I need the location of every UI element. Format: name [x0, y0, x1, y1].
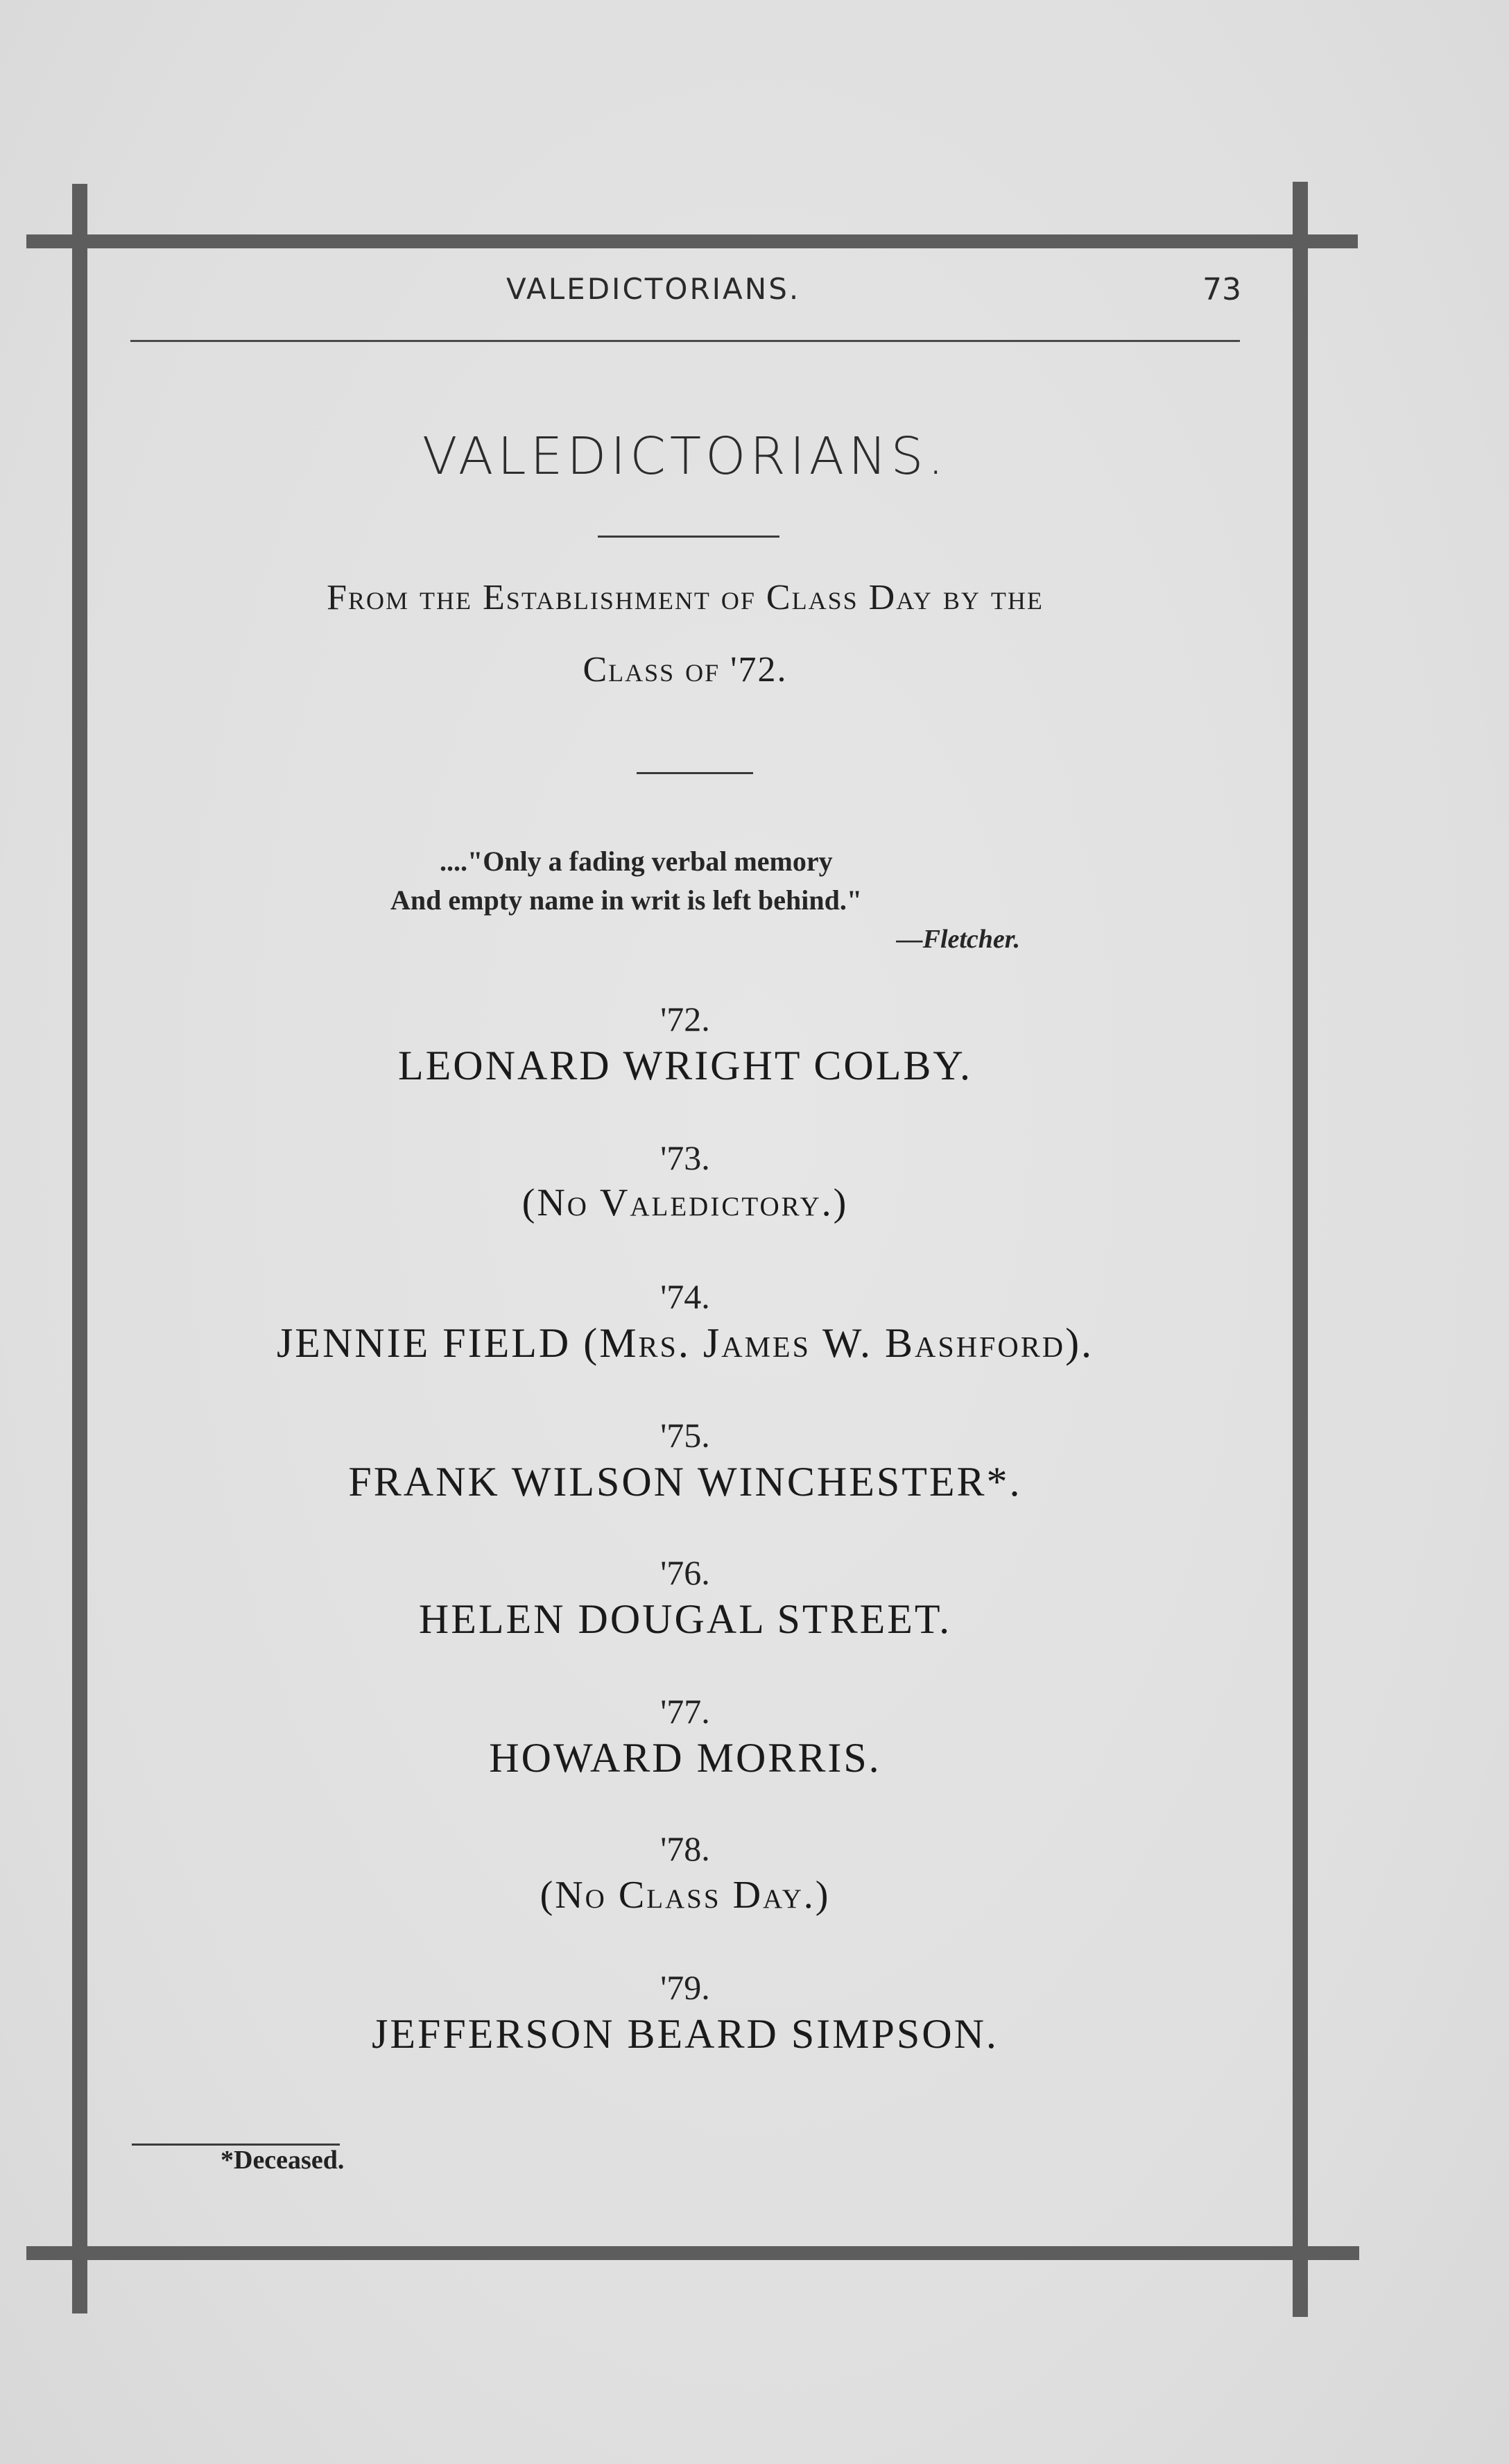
entry-year: '74. — [660, 1277, 710, 1316]
entry-note: (No Valedictory.) — [521, 1181, 849, 1224]
entry-year: '72. — [660, 1000, 710, 1038]
title-rule — [598, 536, 779, 538]
entry-name: JEFFERSON BEARD SIMPSON. — [372, 2011, 999, 2057]
header-rule — [130, 340, 1240, 342]
entry-year: '75. — [660, 1416, 710, 1455]
entry-name: JENNIE FIELD (Mrs. James W. Bashford). — [276, 1320, 1094, 1366]
entry-note: (No Class Day.) — [540, 1874, 831, 1917]
running-head — [132, 272, 1241, 320]
entry-year: '73. — [660, 1138, 710, 1177]
page-title: VALEDICTORIANS. — [422, 427, 949, 486]
running-title: VALEDICTORIANS. — [506, 272, 801, 306]
entry-name: HELEN DOUGAL STREET. — [418, 1596, 952, 1642]
frame-right-bar — [1293, 182, 1308, 2317]
entry-name: FRANK WILSON WINCHESTER*. — [348, 1459, 1022, 1505]
subtitle-line-1: From the Establishment of Class Day by the — [327, 578, 1044, 617]
page-number: 73 — [1202, 272, 1241, 307]
footnote: *Deceased. — [221, 2146, 345, 2175]
frame-left-bar — [72, 184, 87, 2313]
entry-year: '79. — [660, 1968, 710, 2007]
frame-bottom-bar — [26, 2246, 1359, 2260]
frame-top-bar — [26, 234, 1358, 248]
entry-year: '77. — [660, 1692, 710, 1731]
subtitle-line-2: Class of '72. — [583, 650, 788, 690]
entry-name: LEONARD WRIGHT COLBY. — [397, 1043, 973, 1088]
entry-year: '78. — [660, 1829, 710, 1868]
epigraph-attribution: —Fletcher. — [896, 925, 1020, 954]
epigraph-line-2: And empty name in writ is left behind." — [390, 884, 863, 916]
entry-name: HOWARD MORRIS. — [489, 1735, 881, 1781]
epigraph-line-1: ...."Only a fading verbal memory — [440, 846, 833, 877]
entry-year: '76. — [660, 1553, 710, 1592]
subtitle-rule — [637, 772, 753, 774]
